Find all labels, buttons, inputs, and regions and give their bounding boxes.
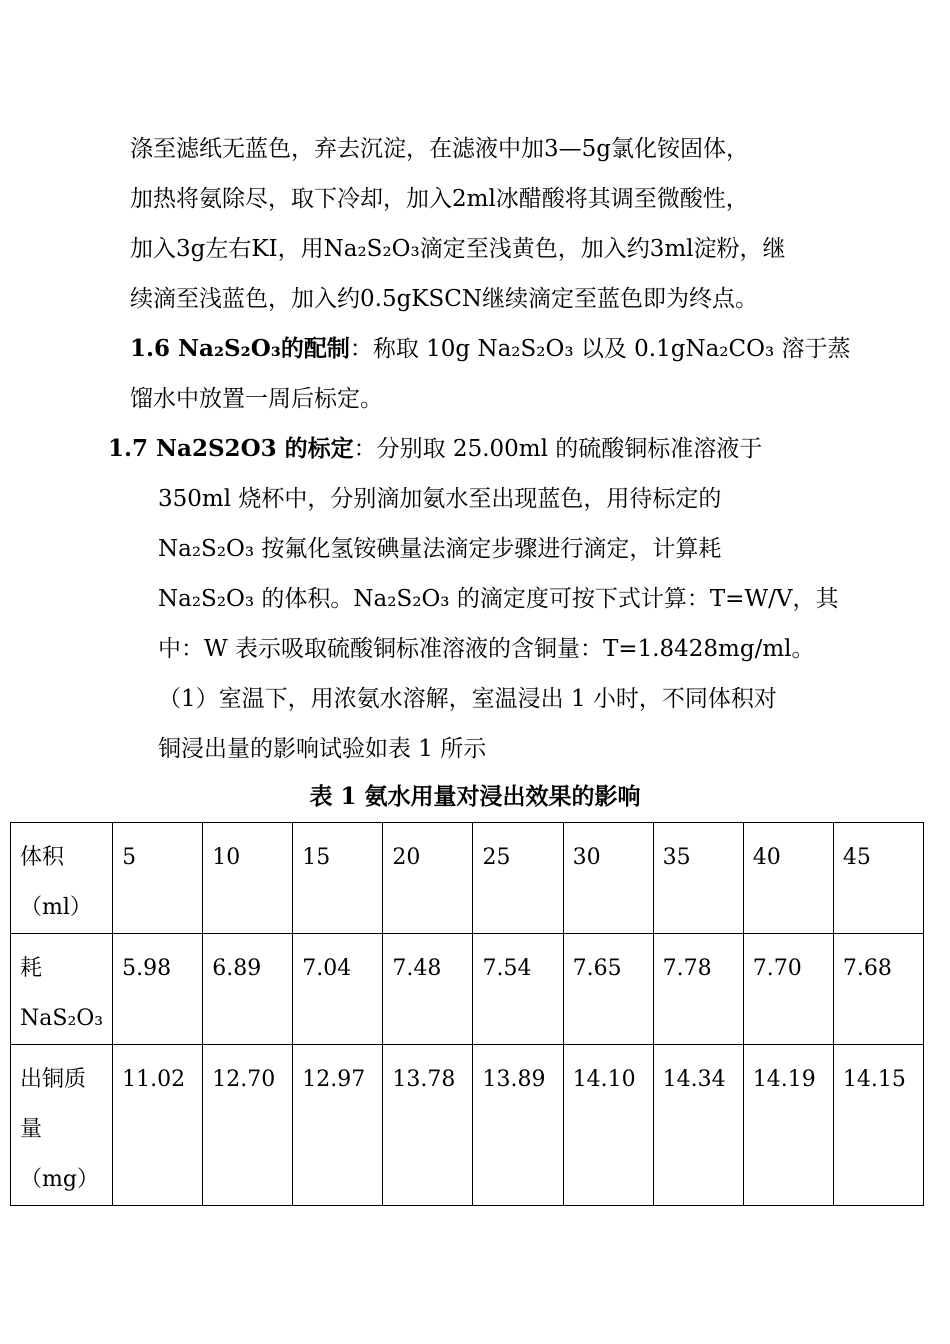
table-cell: 20 [383,823,473,934]
row-header-copper-mass [11,1045,113,1206]
table-cell: 6.89 [203,934,293,1045]
section-1-6-heading: 1.6 Na₂S₂O₃的配制 [130,335,350,362]
table-cell: 13.89 [473,1045,563,1206]
table-cell: 14.19 [743,1045,833,1206]
table-cell: 35 [653,823,743,934]
data-table [10,822,924,1206]
row-header-volume [11,823,113,934]
table-cell: 11.02 [113,1045,203,1206]
paragraph-line: （1）室温下，用浓氨水溶解，室温浸出 1 小时，不同体积对 [158,686,777,712]
paragraph-line: 续滴至浅蓝色，加入约0.5gKSCN继续滴定至蓝色即为终点。 [130,286,758,312]
table-cell: 40 [743,823,833,934]
paragraph-line: 中：W 表示吸取硫酸铜标准溶液的含铜量：T=1.8428mg/ml。 [158,636,815,662]
row-header-line: 量 [20,1117,43,1142]
section-1-7-heading: 1.7 Na2S2O3 的标定 [108,435,354,462]
row-header-line: NaS₂O₃ [20,1006,104,1031]
table-cell: 7.54 [473,934,563,1045]
table-cell: 15 [293,823,383,934]
table-cell: 13.78 [383,1045,473,1206]
section-1-7-line [108,434,762,464]
table-cell: 25 [473,823,563,934]
row-header-line: （mg） [20,1167,99,1192]
table-row [11,934,924,1045]
paragraph-line: 350ml 烧杯中，分别滴加氨水至出现蓝色，用待标定的 [158,486,722,512]
row-header-line: （ml） [20,895,92,920]
paragraph-line: 加热将氨除尽，取下冷却，加入2ml冰醋酸将其调至微酸性， [130,186,749,212]
section-1-7-text: ：分别取 25.00ml 的硫酸铜标准溶液于 [353,436,763,462]
row-header-line: 耗 [20,956,43,981]
row-header-line: 出铜质 [20,1067,87,1092]
row-header-line: 体积 [20,845,65,870]
paragraph-line: Na₂S₂O₃ 的体积。Na₂S₂O₃ 的滴定度可按下式计算：T=W/V，其 [158,586,839,612]
paragraph-line: 馏水中放置一周后标定。 [130,386,383,412]
table-cell: 5 [113,823,203,934]
row-header-consumption [11,934,113,1045]
table-cell: 14.34 [653,1045,743,1206]
section-1-6-line [130,334,851,364]
table-cell: 14.15 [833,1045,923,1206]
table-cell: 45 [833,823,923,934]
table-cell: 7.65 [563,934,653,1045]
table-cell: 7.78 [653,934,743,1045]
paragraph-line: 铜浸出量的影响试验如表 1 所示 [158,736,487,762]
table-row [11,823,924,934]
table-cell: 12.70 [203,1045,293,1206]
section-1-6-text: ：称取 10g Na₂S₂O₃ 以及 0.1gNa₂CO₃ 溶于蒸 [349,336,851,362]
table-cell: 12.97 [293,1045,383,1206]
table-cell: 14.10 [563,1045,653,1206]
table-cell: 7.48 [383,934,473,1045]
paragraph-line: 涤至滤纸无蓝色，弃去沉淀，在滤液中加3—5g氯化铵固体， [130,136,749,162]
table-cell: 7.68 [833,934,923,1045]
table-row [11,1045,924,1206]
table-cell: 30 [563,823,653,934]
paragraph-line: 加入3g左右KI，用Na₂S₂O₃滴定至浅黄色，加入约3ml淀粉，继 [130,236,786,262]
paragraph-line: Na₂S₂O₃ 按氟化氢铵碘量法滴定步骤进行滴定，计算耗 [158,536,722,562]
table-cell: 10 [203,823,293,934]
table-cell: 5.98 [113,934,203,1045]
table-cell: 7.04 [293,934,383,1045]
table-caption: 表 1 氨水用量对浸出效果的影响 [309,783,641,810]
table-cell: 7.70 [743,934,833,1045]
